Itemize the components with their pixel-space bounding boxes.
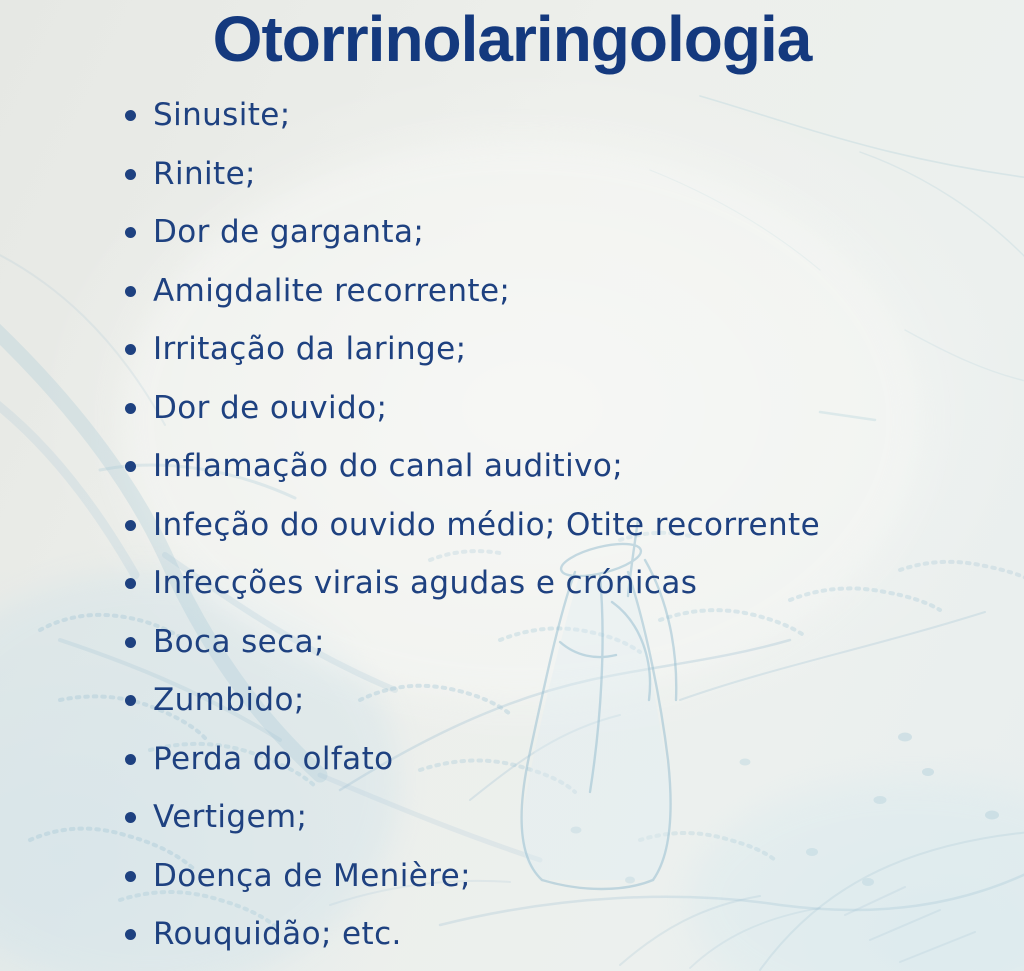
bullet-icon	[125, 227, 136, 238]
list-item	[125, 437, 820, 496]
list-item-label: Boca seca;	[153, 623, 325, 660]
list-item-label: Irritação da laringe;	[153, 331, 467, 368]
list-item-label: Rinite;	[153, 155, 256, 192]
list-item	[125, 613, 820, 672]
list-item	[125, 379, 820, 438]
list-item	[125, 671, 820, 730]
bullet-icon	[125, 344, 136, 355]
list-item-label: Dor de ouvido;	[153, 389, 388, 426]
list-item	[125, 905, 820, 964]
list-item	[125, 320, 820, 379]
list-item	[125, 554, 820, 613]
bullet-icon	[125, 286, 136, 297]
symptom-list	[125, 86, 820, 964]
list-item-label: Dor de garganta;	[153, 214, 425, 251]
list-item	[125, 262, 820, 321]
bullet-icon	[125, 520, 136, 531]
bullet-icon	[125, 695, 136, 706]
list-item	[125, 203, 820, 262]
list-item-label: Infeção do ouvido médio; Otite recorrente	[153, 506, 821, 543]
bullet-icon	[125, 812, 136, 823]
list-item-label: Amigdalite recorrente;	[153, 272, 511, 309]
bullet-icon	[125, 871, 136, 882]
list-item	[125, 788, 820, 847]
page-title: Otorrinolaringologia	[212, 3, 812, 75]
list-item-label: Sinusite;	[153, 97, 291, 134]
bullet-icon	[125, 578, 136, 589]
list-item-label: Inflamação do canal auditivo;	[153, 448, 624, 485]
list-item-label: Zumbido;	[153, 682, 305, 719]
bullet-icon	[125, 929, 136, 940]
bullet-icon	[125, 461, 136, 472]
list-item	[125, 145, 820, 204]
list-item	[125, 730, 820, 789]
bullet-icon	[125, 110, 136, 121]
bullet-icon	[125, 754, 136, 765]
list-item-label: Doença de Menière;	[153, 857, 471, 894]
bullet-icon	[125, 637, 136, 648]
bullet-icon	[125, 169, 136, 180]
list-item-label: Rouquidão; etc.	[153, 916, 402, 953]
bullet-icon	[125, 403, 136, 414]
list-item	[125, 847, 820, 906]
list-item	[125, 86, 820, 145]
list-item	[125, 496, 820, 555]
list-item-label: Infecções virais agudas e crónicas	[153, 565, 698, 602]
list-item-label: Vertigem;	[153, 799, 308, 836]
list-item-label: Perda do olfato	[153, 740, 394, 777]
